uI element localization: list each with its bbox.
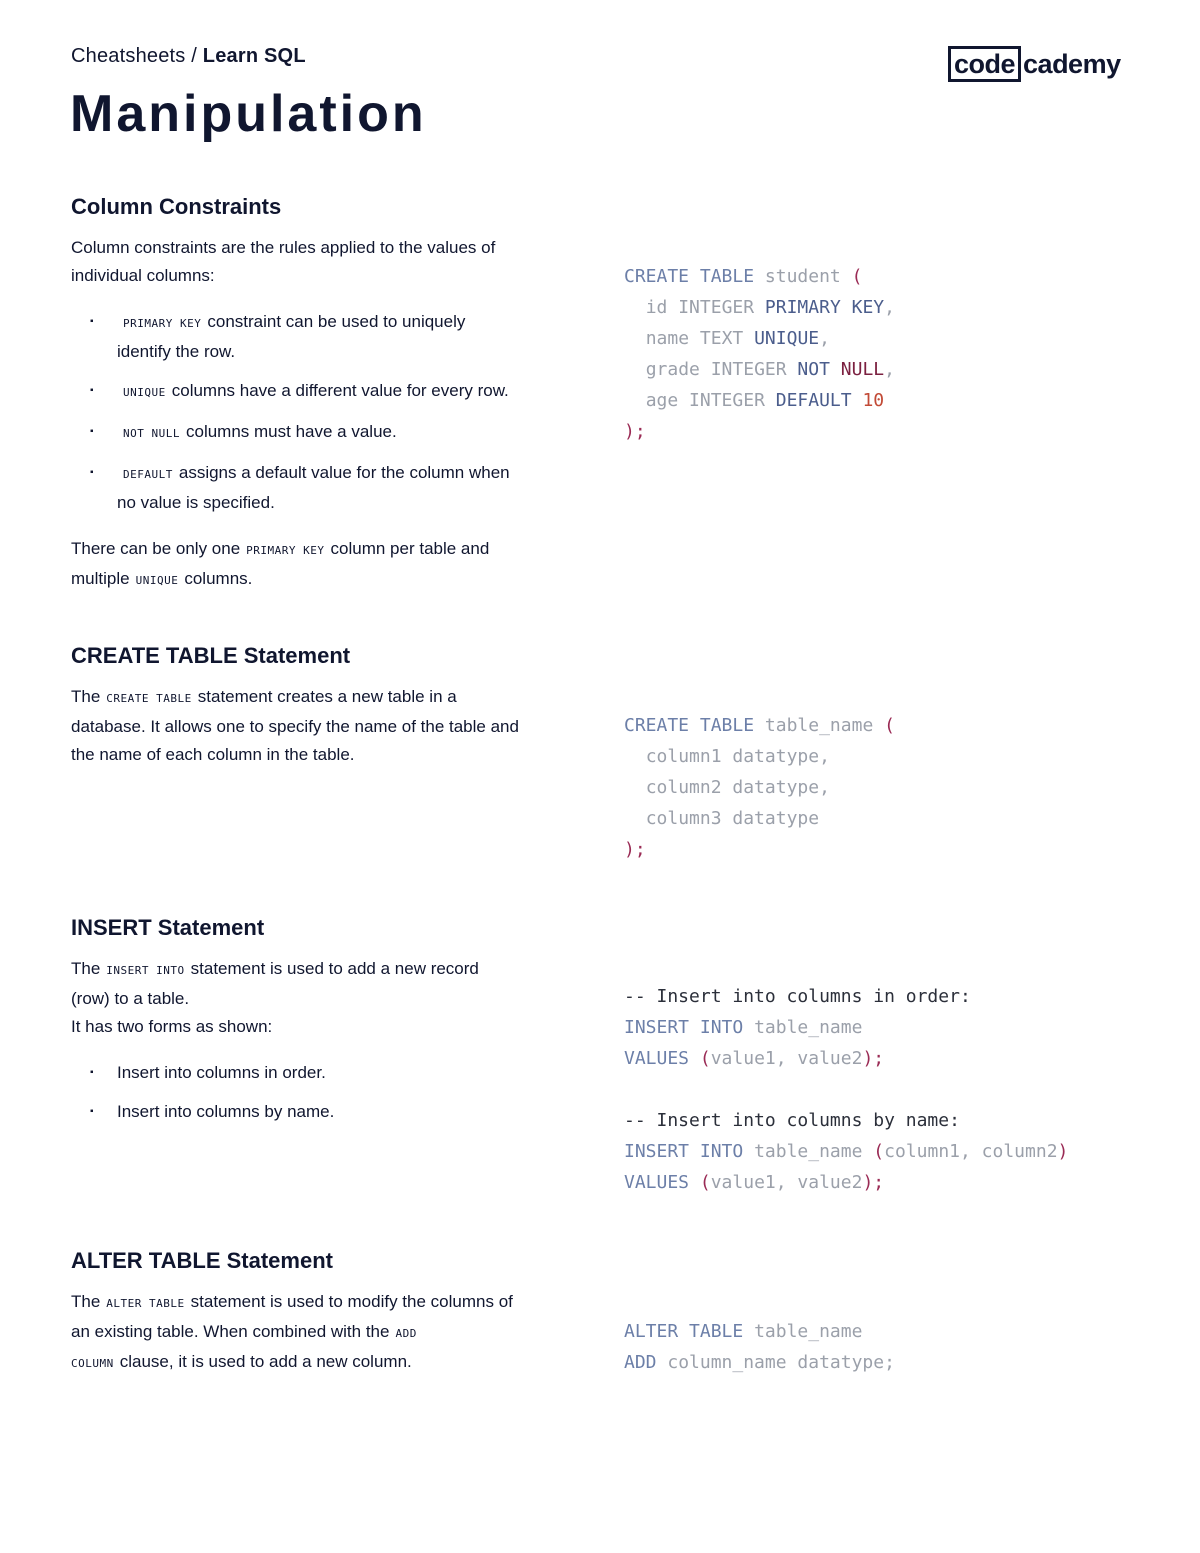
section-create-table [71, 643, 521, 769]
list-item: ▪ NOT NULL columns must have a value. [71, 418, 521, 448]
code-block-create-student: CREATE TABLE student ( id INTEGER PRIMARY KEY, name TEXT UNIQUE, grade INTEGER NOT NULL, age INTEGER DEFAULT 10 ); [624, 266, 895, 442]
section-text-forms: It has two forms as shown: [71, 1017, 273, 1036]
section-heading: ALTER TABLE Statement [71, 1248, 333, 1273]
section-heading: CREATE TABLE Statement [71, 643, 351, 668]
code-block-alter-table: ALTER TABLE table_name ADD column_name datatype; [624, 1321, 895, 1373]
section-alter-table [71, 1248, 521, 1378]
breadcrumb-separator: / [191, 45, 198, 67]
codecademy-logo: code cademy [948, 46, 1121, 82]
breadcrumb [71, 45, 306, 68]
section-intro: Column constraints are the rules applied to the values of individual columns: [71, 238, 496, 285]
page-title: Manipulation [70, 85, 427, 143]
list-item: ▪ UNIQUE columns have a different value for every row. [71, 377, 521, 407]
section-heading: Column Constraints [71, 194, 282, 219]
section-heading: INSERT Statement [71, 915, 265, 940]
breadcrumb-current[interactable]: Learn SQL [202, 45, 306, 67]
code-block-insert: -- Insert into columns in order: INSERT INTO table_name VALUES (value1, value2); -- Insert into columns by name: INSERT INTO table_name (column1, column2) VALUES (value1, value2); [624, 986, 1069, 1193]
section-text: The ALTER TABLE statement is used to modify the columns of an existing table. When combined with the ADD COLUMN clause, it is used to add a new column. [71, 1292, 513, 1371]
section-insert [71, 915, 521, 1137]
section-column-constraints [71, 194, 521, 595]
list-item: ▪ Insert into columns in order. [71, 1059, 521, 1087]
section-outro: There can be only one PRIMARY KEY column per table and multiple UNIQUE columns. [71, 539, 490, 588]
insert-forms-list [71, 1059, 521, 1126]
list-item: ▪ DEFAULT assigns a default value for the column when no value is specified. [71, 459, 521, 517]
list-item: ▪ Insert into columns by name. [71, 1098, 521, 1126]
list-item: ▪ PRIMARY KEY constraint can be used to uniquely identify the row. [71, 308, 521, 366]
section-text: The CREATE TABLE statement creates a new table in a database. It allows one to specify the name of the table and the name of each column in the table. [71, 687, 519, 764]
breadcrumb-root[interactable]: Cheatsheets [71, 45, 186, 67]
constraint-list [71, 308, 521, 517]
section-text: The INSERT INTO statement is used to add a new record (row) to a table. [71, 959, 479, 1008]
code-block-create-table: CREATE TABLE table_name ( column1 datatype, column2 datatype, column3 datatype ); [624, 715, 895, 860]
